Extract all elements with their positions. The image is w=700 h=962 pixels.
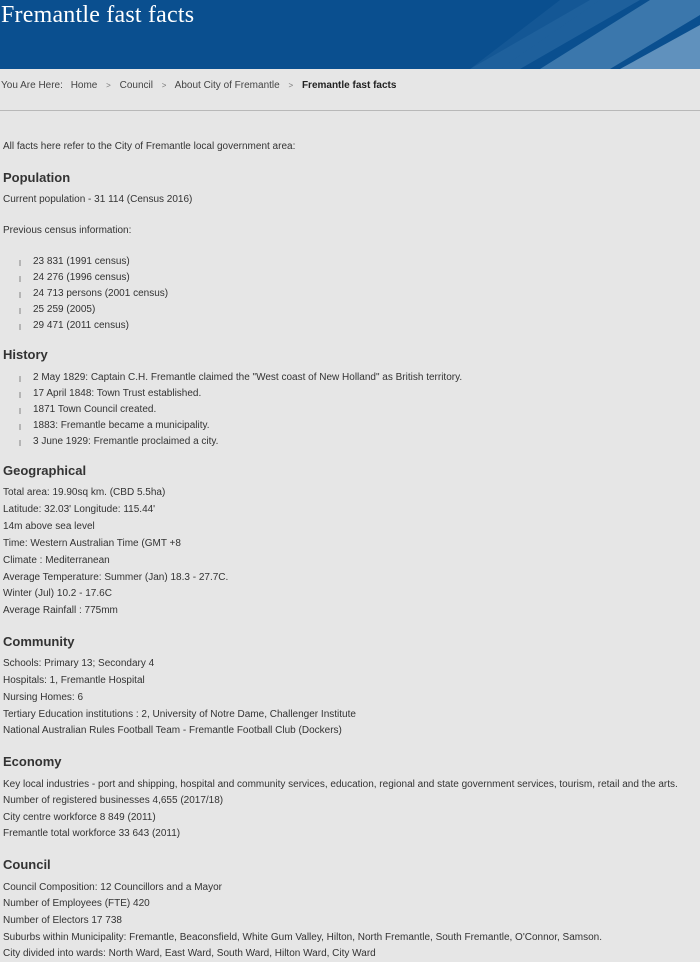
community-line: Nursing Homes: 6 [3,692,84,703]
breadcrumb [1,80,396,91]
community-heading: Community [3,634,75,649]
bullet-icon [19,276,21,282]
geo-line: Winter (Jul) 10.2 - 17.6C [3,588,112,599]
intro-text: All facts here refer to the City of Fremantle local government area: [3,141,296,152]
list-item: 1883: Fremantle became a municipality. [33,420,210,432]
current-population: Current population - 31 114 (Census 2016) [3,194,193,205]
economy-line: Number of registered businesses 4,655 (2017/18) [3,795,224,806]
breadcrumb-about-link[interactable]: About City of Fremantle [174,80,280,91]
economy-line: Key local industries - port and shipping, hospital and community services, education, regional and state government services, tourism, retail and the arts. [3,779,678,790]
list-item: 25 259 (2005) [33,304,95,316]
list-item: 24 713 persons (2001 census) [33,288,168,300]
community-line: Hospitals: 1, Fremantle Hospital [3,675,145,686]
list-item: 29 471 (2011 census) [33,320,129,332]
breadcrumb-lead: You Are Here: [1,80,63,91]
breadcrumb-separator-icon: > [288,81,294,90]
council-line: City divided into wards: North Ward, East Ward, South Ward, Hilton Ward, City Ward [3,948,376,959]
economy-line: Fremantle total workforce 33 643 (2011) [3,828,181,839]
bullet-icon [19,440,21,446]
history-heading: History [3,347,48,362]
list-item: 23 831 (1991 census) [33,256,130,268]
geo-line: Average Temperature: Summer (Jan) 18.3 - 27.7C. [3,572,229,583]
geo-line: Total area: 19.90sq km. (CBD 5.5ha) [3,487,166,498]
bullet-icon [19,308,21,314]
community-line: Tertiary Education institutions : 2, University of Notre Dame, Challenger Institute [3,709,356,720]
geo-line: Climate : Mediterranean [3,555,110,566]
bullet-icon [19,408,21,414]
council-line: Number of Electors 17 738 [3,915,122,926]
geo-line: 14m above sea level [3,521,95,532]
geographical-heading: Geographical [3,463,87,478]
council-line: Suburbs within Municipality: Fremantle, Beaconsfield, White Gum Valley, Hilton, North Fremantle, South Fremantle, O'Connor, Samson. [3,932,603,943]
breadcrumb-home-link[interactable]: Home [70,80,98,91]
breadcrumb-current: Fremantle fast facts [301,80,397,91]
list-item: 17 April 1848: Town Trust established. [33,388,201,400]
bullet-icon [19,324,21,330]
list-item: 1871 Town Council created. [33,404,156,416]
geo-line: Latitude: 32.03' Longitude: 115.44' [3,504,156,515]
breadcrumb-separator-icon: > [161,81,167,90]
divider [0,110,700,111]
list-item: 3 June 1929: Fremantle proclaimed a city. [33,436,218,448]
bullet-icon [19,260,21,266]
previous-census-label: Previous census information: [3,225,132,236]
community-line: Schools: Primary 13; Secondary 4 [3,658,155,669]
bullet-icon [19,424,21,430]
list-item: 2 May 1829: Captain C.H. Fremantle claimed the "West coast of New Holland" as British territory. [33,372,462,384]
community-line: National Australian Rules Football Team - Fremantle Football Club (Dockers) [3,725,342,736]
council-line: Number of Employees (FTE) 420 [3,898,150,909]
council-heading: Council [3,857,51,872]
geo-line: Average Rainfall : 775mm [3,605,118,616]
council-line: Council Composition: 12 Councillors and a Mayor [3,882,222,893]
economy-line: City centre workforce 8 849 (2011) [3,812,156,823]
geo-line: Time: Western Australian Time (GMT +8 [3,538,181,549]
bullet-icon [19,392,21,398]
economy-heading: Economy [3,754,62,769]
breadcrumb-council-link[interactable]: Council [119,80,153,91]
bullet-icon [19,376,21,382]
list-item: 24 276 (1996 census) [33,272,130,284]
population-heading: Population [3,170,71,185]
page-banner [0,0,700,69]
breadcrumb-separator-icon: > [106,81,111,90]
bullet-icon [19,292,21,298]
page-title: Fremantle fast facts [1,2,195,28]
